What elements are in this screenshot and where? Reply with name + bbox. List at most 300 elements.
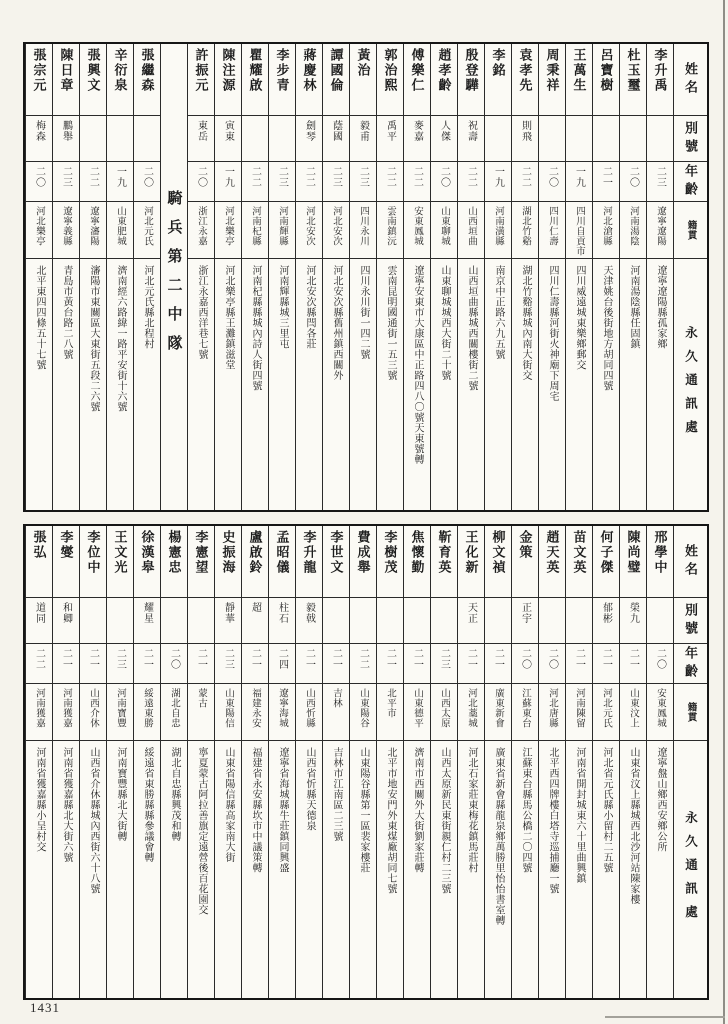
person-column	[295, 44, 322, 510]
person-column	[376, 44, 403, 510]
person-native: 河北唐縣	[547, 688, 557, 728]
person-name: 袁孝先	[517, 48, 533, 93]
person-alias-cell	[215, 598, 241, 644]
person-alias-cell	[53, 598, 79, 644]
person-column	[403, 526, 430, 998]
person-age: 二三	[357, 166, 369, 188]
person-alias-cell	[188, 598, 214, 644]
person-alias: 郁彬	[600, 602, 612, 624]
person-native: 河南輝縣	[277, 206, 287, 246]
person-age-cell	[80, 644, 106, 684]
person-native-cell	[53, 684, 79, 741]
person-age: 二〇	[627, 166, 639, 188]
person-address-cell	[620, 741, 646, 998]
row-header-alias	[674, 116, 707, 162]
person-age: 二〇	[168, 648, 180, 670]
person-age-cell	[242, 162, 268, 202]
person-age-cell	[539, 644, 565, 684]
person-name: 李樹茂	[382, 530, 398, 575]
person-alias-cell	[80, 598, 106, 644]
person-native: 河北藁城	[466, 688, 476, 728]
person-name: 李升禹	[652, 48, 668, 93]
person-address: 河南湯陰縣任固鎮	[628, 265, 639, 349]
person-alias: 道同	[33, 602, 45, 624]
person-native-cell	[431, 202, 457, 259]
person-name: 李燮	[58, 530, 74, 560]
person-alias: 鵬舉	[60, 120, 72, 142]
person-address: 四川永川街一四二號	[358, 265, 369, 360]
person-name-cell	[80, 44, 106, 116]
person-native: 山東陽谷	[358, 688, 368, 728]
person-column	[79, 526, 106, 998]
person-address-cell	[296, 259, 322, 510]
person-address: 綏遠省東勝縣縣參議會轉	[142, 747, 153, 863]
person-address-cell	[161, 741, 187, 998]
person-native: 北平市	[385, 688, 395, 718]
person-name: 瞿耀啟	[247, 48, 263, 93]
person-address-cell	[134, 259, 160, 510]
person-native-cell	[242, 684, 268, 741]
person-column	[592, 44, 619, 510]
person-column	[511, 44, 538, 510]
person-age: 二一	[141, 648, 153, 670]
person-address: 山西垣曲縣城西關樓街二號	[466, 265, 477, 391]
row-header-alias	[674, 598, 707, 644]
person-age: 二二	[411, 166, 423, 188]
row-header-age-label: 年齡	[683, 645, 698, 682]
person-age-cell	[188, 162, 214, 202]
person-native: 山東陽信	[223, 688, 233, 728]
person-column	[52, 526, 79, 998]
person-name: 王文光	[112, 530, 128, 575]
person-address: 河南省獲嘉縣北大街六號	[61, 747, 72, 863]
person-name-cell	[269, 526, 295, 598]
person-column	[133, 44, 160, 510]
person-alias-cell	[512, 598, 538, 644]
person-native: 浙江永嘉	[196, 206, 206, 246]
person-native-cell	[80, 202, 106, 259]
person-age: 二一	[60, 648, 72, 670]
person-native-cell	[566, 684, 592, 741]
person-alias-cell	[593, 116, 619, 162]
person-age-cell	[323, 162, 349, 202]
person-age-cell	[296, 644, 322, 684]
person-age-cell	[269, 644, 295, 684]
person-alias: 東岳	[195, 120, 207, 142]
person-native-cell	[377, 684, 403, 741]
person-name: 徐漢皋	[139, 530, 155, 575]
person-column	[79, 44, 106, 510]
row-header-column-bottom	[673, 526, 707, 998]
person-native-cell	[215, 202, 241, 259]
person-address-cell	[53, 741, 79, 998]
person-alias-cell	[107, 598, 133, 644]
person-alias: 柱石	[276, 602, 288, 624]
person-address-cell	[539, 741, 565, 998]
person-column	[25, 44, 52, 510]
person-name-cell	[80, 526, 106, 598]
person-name-cell	[107, 44, 133, 116]
person-address-cell	[539, 259, 565, 510]
row-header-address	[674, 259, 707, 510]
person-name-cell	[26, 44, 52, 116]
person-age: 二三	[222, 648, 234, 670]
person-native: 山東肥城	[115, 206, 125, 246]
person-alias: 人傑	[438, 120, 450, 142]
person-address: 南京中正路六九五號	[493, 265, 504, 360]
person-native: 湖北竹谿	[520, 206, 530, 246]
person-name-cell	[296, 526, 322, 598]
person-column	[457, 526, 484, 998]
person-address-cell	[323, 259, 349, 510]
person-age-cell	[485, 644, 511, 684]
person-alias-cell	[242, 598, 268, 644]
person-address-cell	[269, 259, 295, 510]
person-native: 四川自貢市	[574, 206, 584, 256]
person-alias-cell	[485, 598, 511, 644]
person-address-cell	[593, 741, 619, 998]
person-name: 許振元	[193, 48, 209, 93]
person-age: 二一	[195, 648, 207, 670]
person-alias-cell	[512, 116, 538, 162]
person-native-cell	[377, 202, 403, 259]
person-age-cell	[188, 644, 214, 684]
person-name-cell	[134, 44, 160, 116]
person-address: 河北安次縣閆各莊	[304, 265, 315, 349]
person-name: 邢學中	[652, 530, 668, 575]
person-native-cell	[404, 202, 430, 259]
person-column	[268, 44, 295, 510]
person-address: 江蘇東台縣馬公橋二〇四號	[520, 747, 531, 873]
person-address: 濟南經六路緯一路平安街十六號	[115, 265, 126, 412]
person-alias-cell	[539, 598, 565, 644]
person-alias-cell	[404, 598, 430, 644]
person-address-cell	[134, 741, 160, 998]
person-column	[646, 44, 673, 510]
person-column	[160, 526, 187, 998]
roster-table-bottom	[23, 524, 709, 1000]
person-column	[484, 526, 511, 998]
person-alias-cell	[161, 598, 187, 644]
person-age-cell	[107, 162, 133, 202]
person-name: 張宗元	[31, 48, 47, 93]
row-header-age	[674, 644, 707, 684]
person-column	[565, 526, 592, 998]
person-address-cell	[404, 259, 430, 510]
person-address-cell	[512, 741, 538, 998]
person-alias-cell	[296, 598, 322, 644]
person-native-cell	[404, 684, 430, 741]
person-native-cell	[485, 202, 511, 259]
person-alias-cell	[323, 116, 349, 162]
person-name-cell	[647, 526, 673, 598]
person-name: 陳注源	[220, 48, 236, 93]
person-alias: 和卿	[60, 602, 72, 624]
person-alias-cell	[350, 598, 376, 644]
person-name: 楊憲忠	[166, 530, 182, 575]
person-alias-cell	[620, 116, 646, 162]
person-name-cell	[188, 526, 214, 598]
person-address-cell	[377, 259, 403, 510]
person-age: 一九	[573, 166, 585, 188]
person-age-cell	[593, 644, 619, 684]
person-address-cell	[80, 741, 106, 998]
person-name-cell	[215, 44, 241, 116]
person-age: 二〇	[33, 166, 45, 188]
person-name: 趙孝齡	[436, 48, 452, 93]
person-native-cell	[593, 202, 619, 259]
person-name-cell	[53, 526, 79, 598]
person-alias-cell	[539, 116, 565, 162]
person-native: 河北安次	[304, 206, 314, 246]
person-name: 費成舉	[355, 530, 371, 575]
person-age: 二一	[492, 648, 504, 670]
person-native-cell	[296, 684, 322, 741]
person-alias-cell	[566, 116, 592, 162]
person-native-cell	[80, 684, 106, 741]
person-name: 張弘	[31, 530, 47, 560]
person-age: 二一	[411, 648, 423, 670]
person-age-cell	[458, 644, 484, 684]
person-native: 遼寧瀋陽	[88, 206, 98, 246]
person-native: 山西垣曲	[466, 206, 476, 246]
person-age-cell	[107, 644, 133, 684]
person-age: 二〇	[654, 648, 666, 670]
person-address-cell	[107, 741, 133, 998]
person-address: 河南杞縣縣城內詩人街四號	[250, 265, 261, 391]
person-address: 遼寧安東市大康區中正路四八〇號天東號轉	[412, 265, 423, 465]
person-address-cell	[26, 259, 52, 510]
person-address-cell	[512, 259, 538, 510]
person-age-cell	[647, 162, 673, 202]
person-name-cell	[566, 44, 592, 116]
person-address: 吉林市江南區二三號	[331, 747, 342, 842]
person-age: 二三	[330, 166, 342, 188]
person-address: 河北元氏縣北程村	[142, 265, 153, 349]
person-address: 河北省元氏縣小留村二五號	[601, 747, 612, 873]
person-address-cell	[242, 259, 268, 510]
person-address-cell	[53, 259, 79, 510]
person-native-cell	[188, 684, 214, 741]
person-native: 河南獲嘉	[61, 688, 71, 728]
person-native: 河北樂亭	[34, 206, 44, 246]
person-age-cell	[53, 644, 79, 684]
person-name: 李步青	[274, 48, 290, 93]
person-age-cell	[377, 162, 403, 202]
person-address: 河南省開封城東六十里曲興鎮	[574, 747, 585, 884]
person-name-cell	[134, 526, 160, 598]
person-name: 李位中	[85, 530, 101, 575]
person-name: 王化新	[463, 530, 479, 575]
person-name-cell	[242, 526, 268, 598]
person-column	[430, 526, 457, 998]
person-alias-cell	[350, 116, 376, 162]
person-address-cell	[215, 259, 241, 510]
person-alias: 榮九	[627, 602, 639, 624]
person-column	[457, 44, 484, 510]
person-age-cell	[431, 162, 457, 202]
person-column	[538, 44, 565, 510]
person-name-cell	[620, 526, 646, 598]
person-age: 二〇	[195, 166, 207, 188]
person-column	[565, 44, 592, 510]
person-alias-cell	[188, 116, 214, 162]
person-alias: 祝壽	[465, 120, 477, 142]
person-native-cell	[269, 684, 295, 741]
scan-edge-right	[723, 0, 725, 1024]
person-native-cell	[350, 684, 376, 741]
person-name: 黃治	[355, 48, 371, 78]
row-header-alias-label: 別號	[683, 120, 698, 157]
person-name: 張興文	[85, 48, 101, 93]
person-native: 山西介休	[88, 688, 98, 728]
person-age: 二三	[438, 648, 450, 670]
person-name: 李銘	[490, 48, 506, 78]
person-name: 李世文	[328, 530, 344, 575]
person-age-cell	[512, 162, 538, 202]
person-address: 山東陽谷縣第一區裴家樓莊	[358, 747, 369, 873]
person-alias-cell	[107, 116, 133, 162]
person-name-cell	[620, 44, 646, 116]
person-age-cell	[404, 644, 430, 684]
person-column	[430, 44, 457, 510]
person-age: 二〇	[546, 166, 558, 188]
person-name: 辛衍泉	[112, 48, 128, 93]
person-column	[349, 44, 376, 510]
person-age: 二一	[384, 648, 396, 670]
person-column	[241, 526, 268, 998]
page-number: 1431	[30, 1000, 60, 1015]
person-address-cell	[80, 259, 106, 510]
person-column	[187, 44, 214, 510]
person-alias: 則飛	[519, 120, 531, 142]
person-alias-cell	[215, 116, 241, 162]
person-name: 靳育英	[436, 530, 452, 575]
person-name-cell	[188, 44, 214, 116]
person-address: 天津姚台後街地方胡同四號	[601, 265, 612, 391]
person-name: 李升龍	[301, 530, 317, 575]
person-age: 二三	[654, 166, 666, 188]
person-column	[187, 526, 214, 998]
person-native-cell	[620, 684, 646, 741]
person-name: 郭治熙	[382, 48, 398, 93]
person-address: 濟南市西關外大街劉家莊轉	[412, 747, 423, 873]
person-alias-cell	[296, 116, 322, 162]
person-alias-cell	[323, 598, 349, 644]
person-name-cell	[431, 44, 457, 116]
person-column	[295, 526, 322, 998]
person-address: 河南寶豐縣北大街轉	[115, 747, 126, 842]
person-native-cell	[566, 202, 592, 259]
person-age-cell	[458, 162, 484, 202]
person-age: 二三	[276, 166, 288, 188]
person-address-cell	[566, 741, 592, 998]
person-native-cell	[107, 684, 133, 741]
row-header-name-label: 姓名	[683, 61, 698, 98]
person-native-cell	[593, 684, 619, 741]
person-name-cell	[350, 44, 376, 116]
person-name: 蔣慶林	[301, 48, 317, 93]
person-age-cell	[350, 644, 376, 684]
person-native: 河北樂亭	[223, 206, 233, 246]
person-address-cell	[350, 741, 376, 998]
person-age-cell	[350, 162, 376, 202]
person-column	[268, 526, 295, 998]
person-address-cell	[431, 259, 457, 510]
person-address: 山西省忻縣天德泉	[304, 747, 315, 831]
person-age-cell	[566, 644, 592, 684]
person-age: 二一	[87, 648, 99, 670]
person-address-cell	[107, 259, 133, 510]
person-native: 河南湯陰	[628, 206, 638, 246]
person-name-cell	[458, 44, 484, 116]
person-address-cell	[458, 259, 484, 510]
person-age: 一九	[222, 166, 234, 188]
person-age-cell	[134, 162, 160, 202]
person-column	[241, 44, 268, 510]
person-alias-cell	[620, 598, 646, 644]
person-native-cell	[485, 684, 511, 741]
person-name: 焦懷勤	[409, 530, 425, 575]
person-alias-cell	[242, 116, 268, 162]
person-name-cell	[26, 526, 52, 598]
person-age-cell	[26, 162, 52, 202]
person-column	[322, 44, 349, 510]
person-native: 遼寧遼陽	[655, 206, 665, 246]
person-alias-cell	[566, 598, 592, 644]
person-alias: 麥嘉	[411, 120, 423, 142]
row-header-address	[674, 741, 707, 998]
person-address-cell	[350, 259, 376, 510]
person-name-cell	[593, 526, 619, 598]
person-name-cell	[53, 44, 79, 116]
person-alias-cell	[404, 116, 430, 162]
person-name-cell	[242, 44, 268, 116]
person-address: 四川仁壽縣河街火神廟下周宅	[547, 265, 558, 402]
person-column	[52, 44, 79, 510]
person-address-cell	[296, 741, 322, 998]
person-alias-cell	[593, 598, 619, 644]
person-age-cell	[53, 162, 79, 202]
person-alias-cell	[485, 116, 511, 162]
row-header-age	[674, 162, 707, 202]
person-native-cell	[539, 684, 565, 741]
person-alias: 毅甫	[357, 120, 369, 142]
person-address: 北平市地安門外東煤廠胡同七號	[385, 747, 396, 894]
person-address: 遼寧盤山鄉西安鄉公所	[655, 747, 666, 852]
person-name: 趙天英	[544, 530, 560, 575]
person-age-cell	[404, 162, 430, 202]
person-name-cell	[377, 526, 403, 598]
person-alias-cell	[26, 598, 52, 644]
person-address-cell	[647, 259, 673, 510]
person-native-cell	[53, 202, 79, 259]
person-name-cell	[215, 526, 241, 598]
person-age: 二二	[465, 166, 477, 188]
person-column	[214, 44, 241, 510]
person-address-cell	[188, 259, 214, 510]
person-native: 安東鳳城	[412, 206, 422, 246]
roster-table-top	[23, 42, 709, 512]
person-name: 杜玉璽	[625, 48, 641, 93]
person-age-cell	[134, 644, 160, 684]
person-native: 湖北自忠	[169, 688, 179, 728]
person-age: 二一	[303, 648, 315, 670]
person-native: 遼寧海城	[277, 688, 287, 728]
row-header-address-label: 永久通訊處	[683, 810, 698, 929]
person-address: 廣東省新會縣龍泉鄉萬勝里怡怡書室轉	[493, 747, 504, 926]
person-name: 譚國倫	[328, 48, 344, 93]
